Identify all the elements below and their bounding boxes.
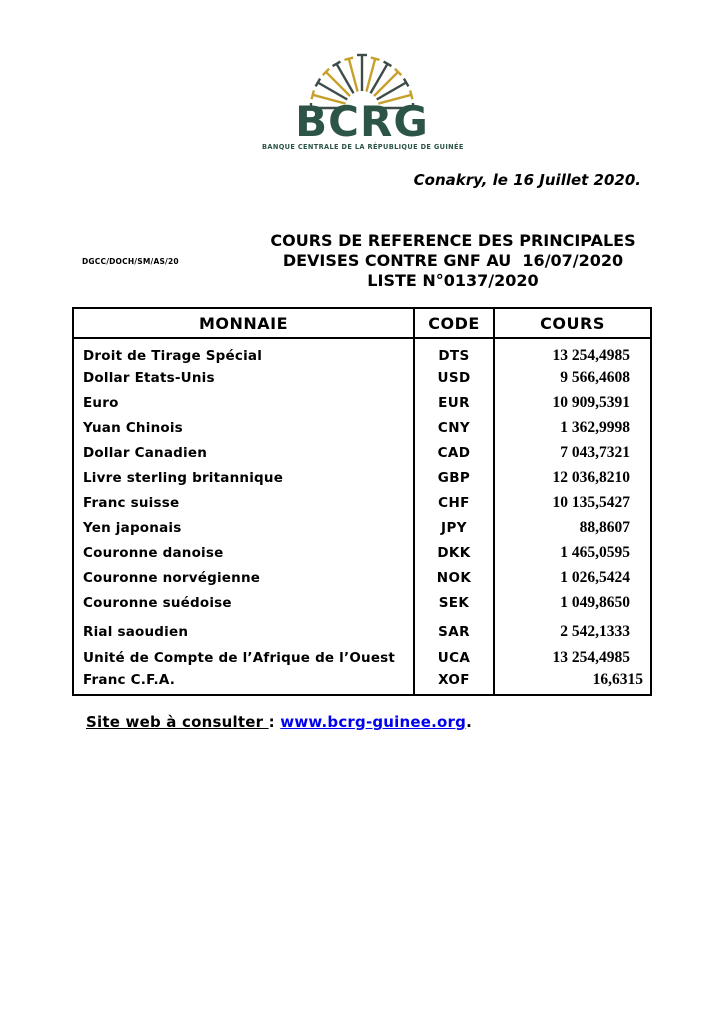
currency-code: DKK [414,540,494,565]
table-row [73,490,651,515]
table-row [73,540,651,565]
currency-code: CHF [414,490,494,515]
currency-code: UCA [414,645,494,670]
title-line-1: COURS DE REFERENCE DES PRINCIPALES [270,231,636,250]
currency-rate: 9 566,4608 [494,365,651,390]
sentence-period: . [466,713,472,731]
table-row [73,365,651,390]
currency-code: CAD [414,440,494,465]
currency-name: Couronne norvégienne [83,569,261,586]
table-row [73,415,651,440]
currency-name: Unité de Compte de l’Afrique de l’Ouest [83,649,396,666]
currency-rate: 7 043,7321 [494,440,651,465]
dateline: Conakry, le 16 Juillet 2020. [413,171,641,189]
currency-name: Franc C.F.A. [83,672,176,688]
currency-rate: 88,8607 [494,515,651,540]
currency-rate: 10 135,5427 [494,490,651,515]
table-row [73,590,651,615]
currency-code: EUR [414,390,494,415]
currency-code: DTS [414,338,494,365]
currency-rate: 1 049,8650 [494,590,651,615]
col-header-monnaie: MONNAIE [73,308,414,338]
currency-rate: 1 465,0595 [494,540,651,565]
col-header-code: CODE [414,308,494,338]
currency-rate: 1 026,5424 [494,565,651,590]
table-row [73,465,651,490]
currency-name: Rial saoudien [83,624,189,640]
currency-name: Dollar Etats-Unis [83,369,215,386]
currency-code: NOK [414,565,494,590]
currency-rate: 2 542,1333 [494,615,651,645]
exchange-rates-table [72,307,652,696]
table-row [73,615,651,645]
website-label: Site web à consulter [86,713,269,731]
table-row [73,338,651,365]
currency-code: USD [414,365,494,390]
website-separator: : [268,713,281,731]
currency-name: Couronne danoise [83,544,224,561]
bcrg-tagline: BANQUE CENTRALE DE LA RÉPUBLIQUE DE GUINÉE [262,143,464,151]
currency-name: Couronne suédoise [83,594,232,611]
bcrg-logo [262,44,462,151]
currency-code: SEK [414,590,494,615]
currency-code: CNY [414,415,494,440]
table-row [73,645,651,670]
website-link[interactable]: www.bcrg-guinee.org [280,713,467,731]
currency-rate: 12 036,8210 [494,465,651,490]
currency-code: JPY [414,515,494,540]
currency-rate: 16,6315 [494,670,651,695]
currency-rate: 1 362,9998 [494,415,651,440]
table-row [73,440,651,465]
currency-name: Dollar Canadien [83,444,207,461]
table-header-row [73,308,651,338]
table-row [73,390,651,415]
currency-code: SAR [414,615,494,645]
currency-name: Yuan Chinois [83,419,183,436]
currency-name: Franc suisse [83,494,180,511]
title-line-2: DEVISES CONTRE GNF AU 16/07/2020 [282,251,624,270]
table-row [73,670,651,695]
footer-note [86,713,472,731]
currency-name: Yen japonais [83,519,182,536]
currency-code: XOF [414,670,494,695]
col-header-cours: COURS [494,308,651,338]
table-row [73,515,651,540]
table-row [73,565,651,590]
currency-code: GBP [414,465,494,490]
title-line-3: LISTE N°0137/2020 [367,271,539,290]
currency-name: Euro [83,394,119,411]
currency-name: Droit de Tirage Spécial [83,348,263,364]
document-reference: DGCC/DOCH/SM/AS/20 [82,257,179,266]
currency-rate: 10 909,5391 [494,390,651,415]
currency-name: Livre sterling britannique [83,469,284,486]
document-title [252,231,654,291]
currency-rate: 13 254,4985 [494,338,651,365]
currency-rate: 13 254,4985 [494,645,651,670]
bcrg-acronym: BCRG [295,97,429,146]
